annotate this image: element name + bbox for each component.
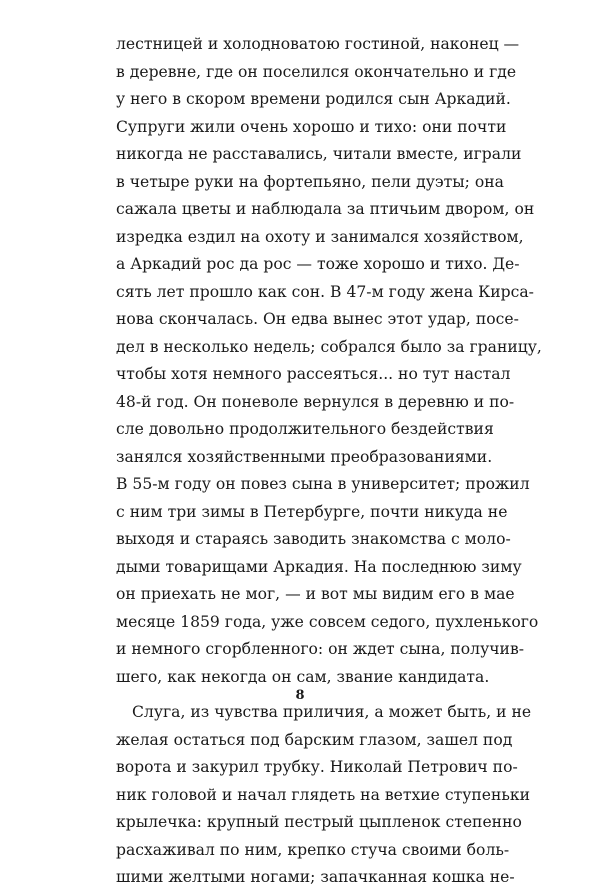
body-text [116,31,542,892]
text-line: сле довольно продолжительного бездействия [116,420,494,438]
text-line: дыми товарищами Аркадия. На последнюю зиму [116,557,522,576]
paragraph [116,31,542,691]
text-line: месяце 1859 года, уже совсем седого, пухленького [116,612,539,631]
text-line: 48-й год. Он поневоле вернулся в деревню и по- [116,392,515,411]
text-line: в деревне, где он поселился окончательно и где [116,62,517,81]
text-line: изредка ездил на охоту и занимался хозяйством, [116,227,524,246]
text-line: сажала цветы и наблюдала за птичьим двором, он [116,200,535,218]
text-line: В 55-м году он повез сына в университет; прожил [116,475,530,493]
page-number: 8 [295,688,305,703]
text-line: Супруги жили очень хорошо и тихо: они почти [116,117,507,136]
text-line: с ним три зимы в Петербурге, почти никуда не [116,502,508,521]
text-line: крылечка: крупный пестрый цыпленок степенно [116,813,522,831]
text-line: а Аркадий рос да рос — тоже хорошо и тихо. Де- [116,255,520,273]
text-line: лестницей и холодноватою гостиной, наконец — [116,35,520,53]
paragraph [116,699,532,892]
text-line: в четыре руки на фортепьяно, пели дуэты; она [116,172,504,191]
text-line: у него в скором времени родился сын Аркадий. [116,90,511,108]
text-line: и немного сгорбленного: он ждет сына, получив- [116,640,524,658]
text-line: занялся хозяйственными преобразованиями. [116,447,493,466]
text-line: дел в несколько недель; собрался было за границу, [116,337,542,356]
text-line: ник головой и начал глядеть на ветхие ступеньки [116,785,531,804]
text-line: нова скончалась. Он едва вынес этот удар, посе- [116,310,519,328]
text-line: он приехать не мог, — и вот мы видим его в мае [116,585,515,603]
text-line: чтобы хотя немного рассеяться... но тут настал [116,365,511,383]
text-line: сять лет прошло как сон. В 47-м году жена Кирса- [116,282,534,301]
text-line: ворота и закурил трубку. Николай Петрович по- [116,758,518,776]
text-line: никогда не расставались, читали вместе, играли [116,145,522,163]
text-line: шими желтыми ногами; запачканная кошка не- [116,868,515,886]
text-line: выходя и стараясь заводить знакомства с моло- [116,530,511,548]
text-line: шего, как некогда он сам, звание кандидата. [116,667,490,686]
text-line: желая остаться под барским глазом, зашел под [116,730,513,749]
text-line: Слуга, из чувства приличия, а может быть, и не [132,703,532,721]
text-line: расхаживал по ним, крепко стуча своими боль- [116,840,510,859]
